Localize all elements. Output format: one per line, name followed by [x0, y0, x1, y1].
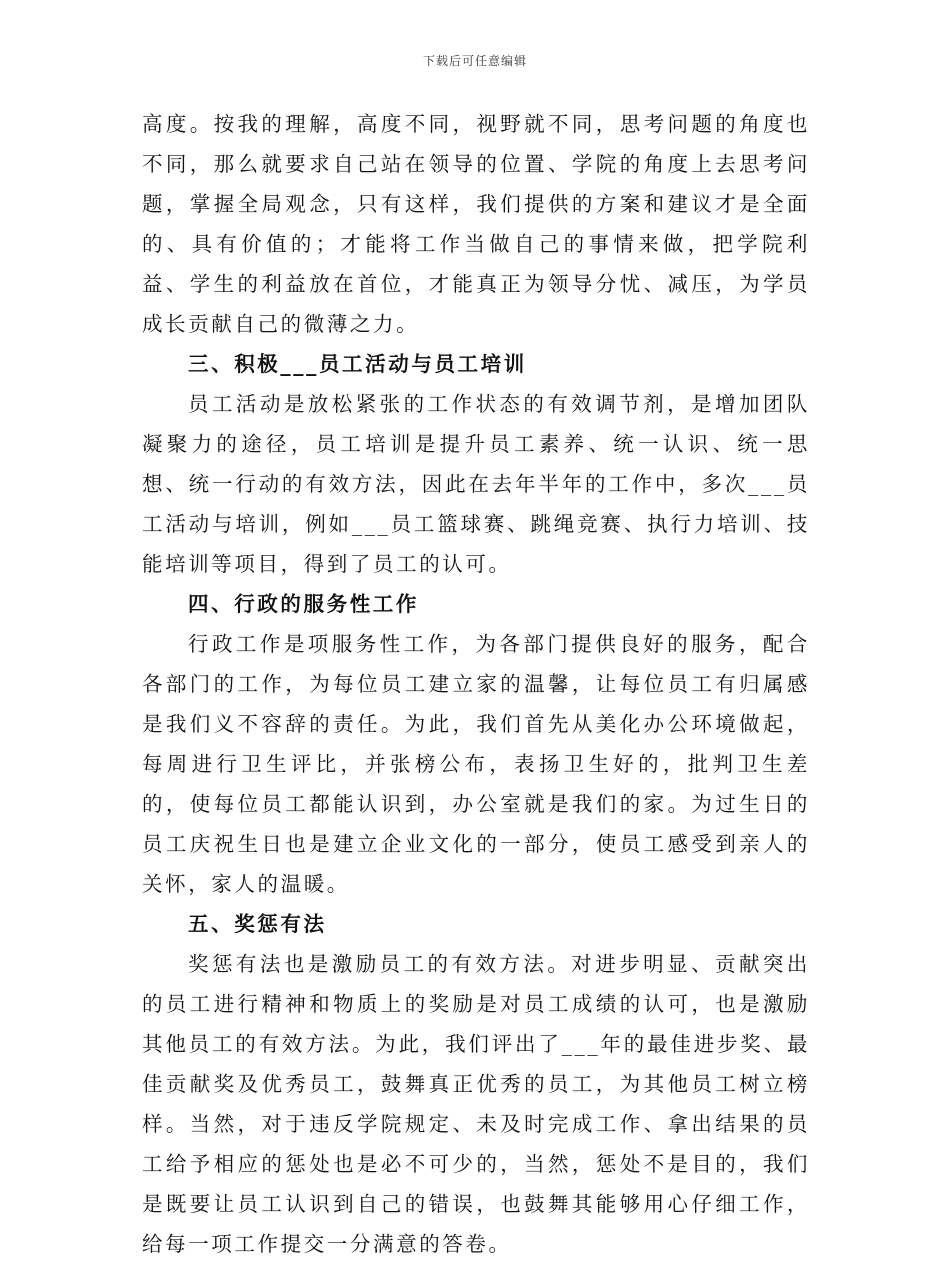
paragraph-admin-service: 行政工作是项服务性工作，为各部门提供良好的服务，配合各部门的工作，为每位员工建立家的温馨，让每位员工有归属感是我们义不容辞的责任。为此，我们首先从美化办公环境做起，每周进行卫生评比，并张榜公布，表扬卫生好的，批判卫生差的，使每位员工都能认识到，办公室就是我们的家。为过生日的员工庆祝生日也是建立企业文化的一部分，使员工感受到亲人的关怀，家人的温暖。 — [142, 632, 810, 896]
section-heading-3: 三、积极___员工活动与员工培训 — [188, 352, 527, 376]
section-heading-5: 五、奖惩有法 — [188, 912, 327, 936]
document-body — [142, 104, 810, 1264]
paragraph-employee-activities: 员工活动是放松紧张的工作状态的有效调节剂，是增加团队凝聚力的途径，员工培训是提升员工素养、统一认识、统一思想、统一行动的有效方法，因此在去年半年的工作中，多次___员工活动与培训，例如___员工篮球赛、跳绳竞赛、执行力培训、技能培训等项目，得到了员工的认可。 — [142, 392, 810, 576]
page-header: 下载后可任意编辑 — [422, 54, 527, 68]
paragraph-rewards-punishments: 奖惩有法也是激励员工的有效方法。对进步明显、贡献突出的员工进行精神和物质上的奖励是对员工成绩的认可，也是激励其他员工的有效方法。为此，我们评出了___年的最佳进步奖、最佳贡献奖及优秀员工，鼓舞真正优秀的员工，为其他员工树立榜样。当然，对于违反学院规定、未及时完成工作、拿出结果的员工给予相应的惩处也是必不可少的，当然，惩处不是目的，我们是既要让员工认识到自己的错误，也鼓舞其能够用心仔细工作，给每一项工作提交一分满意的答卷。 — [142, 952, 810, 1256]
section-heading-4: 四、行政的服务性工作 — [188, 592, 419, 616]
paragraph-continuation: 高度。按我的理解，高度不同，视野就不同，思考问题的角度也不同，那么就要求自己站在领导的位置、学院的角度上去思考问题，掌握全局观念，只有这样，我们提供的方案和建议才是全面的、具有价值的；才能将工作当做自己的事情来做，把学院利益、学生的利益放在首位，才能真正为领导分忧、减压，为学员成长贡献自己的微薄之力。 — [142, 112, 810, 336]
